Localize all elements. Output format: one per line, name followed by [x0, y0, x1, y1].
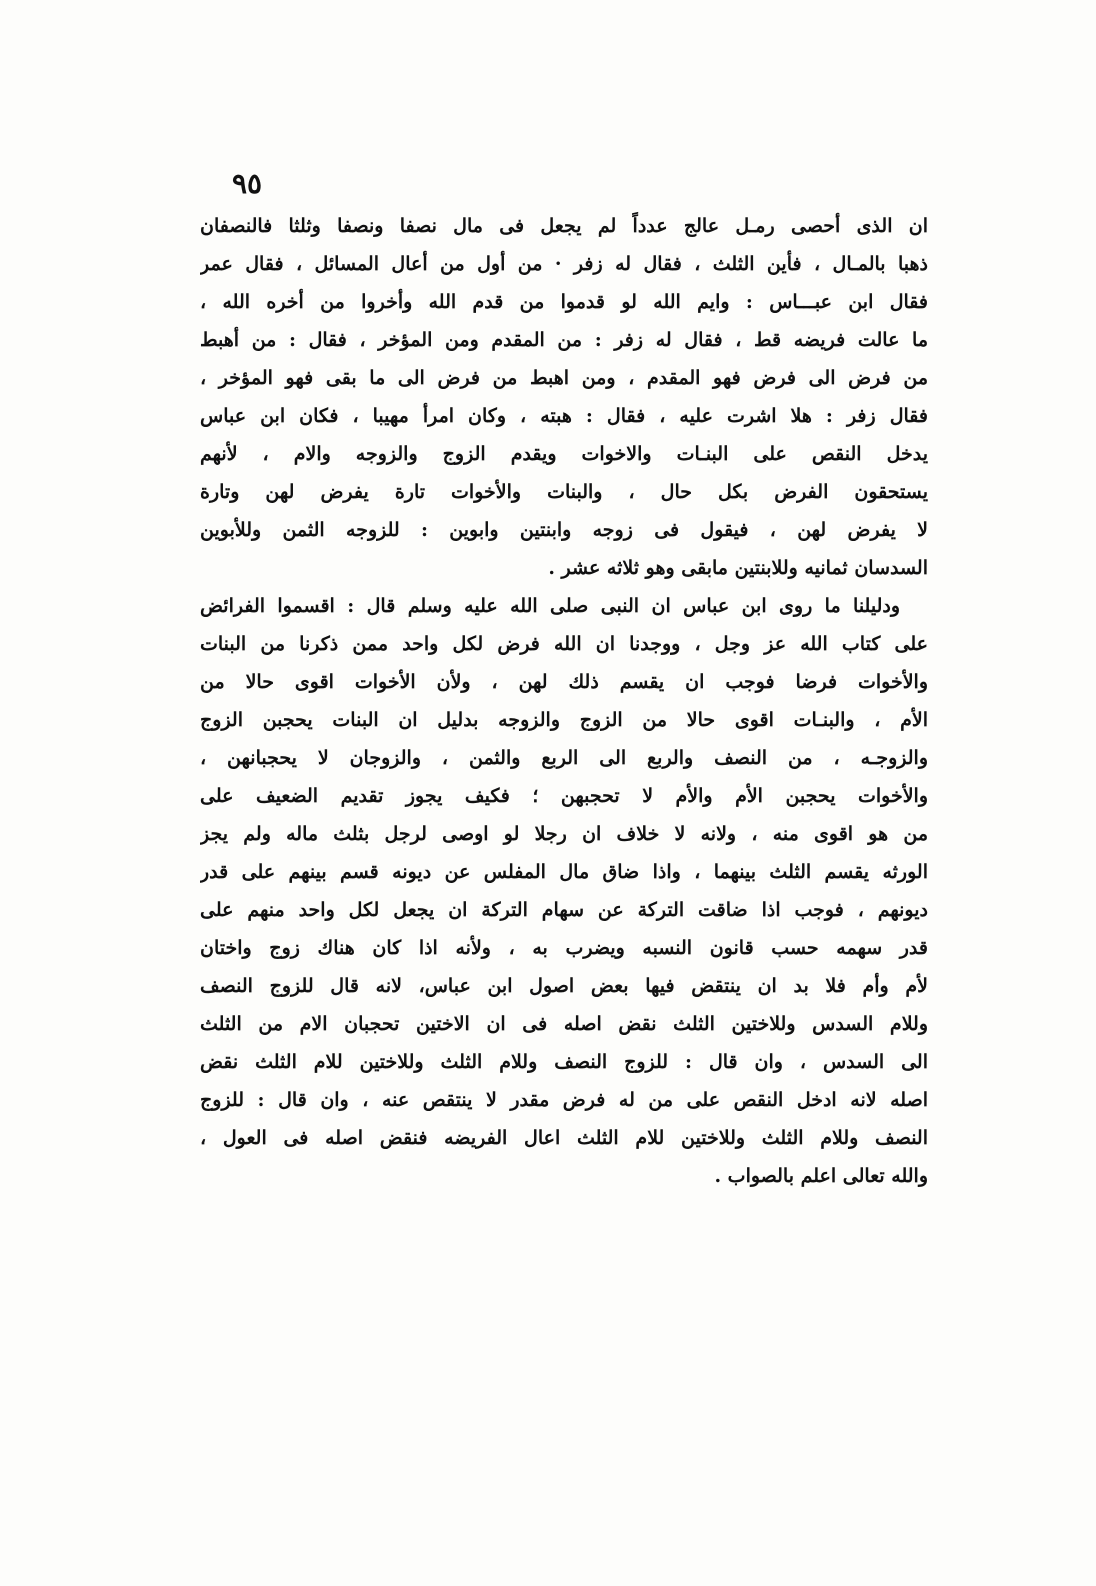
text-line: فقال ابن عبـــاس : وايم الله لو قدموا من قدم الله وأخروا من أخره الله ، [200, 291, 928, 313]
text-line: النصف وللام الثلث وللاختين للام الثلث اعال الفريضه فنقض اصله فى العول ، [200, 1127, 928, 1149]
text-line: من فرض الى فرض فهو المقدم ، ومن اهبط من فرض الى ما بقى فهو المؤخر ، [200, 367, 928, 389]
body-text [200, 207, 928, 1195]
text-line: والله تعالى اعلم بالصواب . [714, 1165, 928, 1187]
text-line: الى السدس ، وان قال : للزوج النصف وللام الثلث وللاختين للام الثلث نقض [200, 1051, 928, 1073]
text-line: ودليلنا ما روى ابن عباس ان النبى صلى الله عليه وسلم قال : اقسموا الفرائض [200, 595, 900, 617]
text-line: اصله لانه ادخل النقص على من له فرض مقدر لا ينتقص عنه ، وان قال : للزوج [200, 1089, 928, 1111]
text-line: من هو اقوى منه ، ولانه لا خلاف ان رجلا لو اوصى لرجل بثلث ماله ولم يجز [200, 823, 928, 845]
text-line: والأخوات يحجبن الأم والأم لا تحجبهن ؛ فكيف يجوز تقديم الضعيف على [200, 785, 928, 807]
text-line: وللام السدس وللاختين الثلث نقض اصله فى ان الاختين تحجبان الام من الثلث [200, 1013, 928, 1035]
text-line: الأم ، والبنـات اقوى حالا من الزوج والزوجه بدليل ان البنات يحجبن الزوج [200, 709, 928, 731]
text-line: ما عالت فريضه قط ، فقال له زفر : من المقدم ومن المؤخر ، فقال : من أهبط [200, 329, 928, 351]
text-line: ذهبا بالمـال ، فأين الثلث ، فقال له زفر · من أول من أعال المسائل ، فقال عمر [200, 253, 928, 275]
text-line: الورثه يقسم الثلث بينهما ، واذا ضاق مال المفلس عن ديونه قسم بينهم على قدر [200, 861, 928, 883]
text-line: قدر سهمه حسب قانون النسبه ويضرب به ، ولأنه اذا كان هناك زوج واختان [200, 937, 928, 959]
text-line: فقال زفر : هلا اشرت عليه ، فقال : هبته ، وكان امرأ مهيبا ، فكان ابن عباس [200, 405, 928, 427]
text-line: يستحقون الفرض بكل حال ، والبنات والأخوات تارة يفرض لهن وتارة [200, 481, 928, 503]
text-line: والأخوات فرضا فوجب ان يقسم ذلك لهن ، ولأن الأخوات اقوى حالا من [200, 671, 928, 693]
text-line: السدسان ثمانيه وللابنتين مابقى وهو ثلاثه عشر . [548, 557, 928, 579]
text-line: ديونهم ، فوجب اذا ضاقت التركة عن سهام التركة ان يجعل لكل واحد منهم على [200, 899, 928, 921]
page-number: ٩٥ [232, 167, 263, 200]
text-line: يدخل النقص على البنـات والاخوات ويقدم الزوج والزوجه والام ، لأنهم [200, 443, 928, 465]
text-line: لا يفرض لهن ، فيقول فى زوجه وابنتين وابوين : للزوجه الثمن وللأبوين [200, 519, 928, 541]
text-line: ان الذى أحصى رمـل عالج عدداً لم يجعل فى مال نصفا ونصفا وثلثا فالنصفان [200, 215, 928, 237]
text-line: لأم وأم فلا بد ان ينتقض فيها بعض اصول ابن عباس، لانه قال للزوج النصف [200, 975, 928, 997]
text-line: والزوجـه ، من النصف والربع الى الربع والثمن ، والزوجان لا يحجبانهن ، [200, 747, 928, 769]
text-line: على كتاب الله عز وجل ، ووجدنا ان الله فرض لكل واحد ممن ذكرنا من البنات [200, 633, 928, 655]
